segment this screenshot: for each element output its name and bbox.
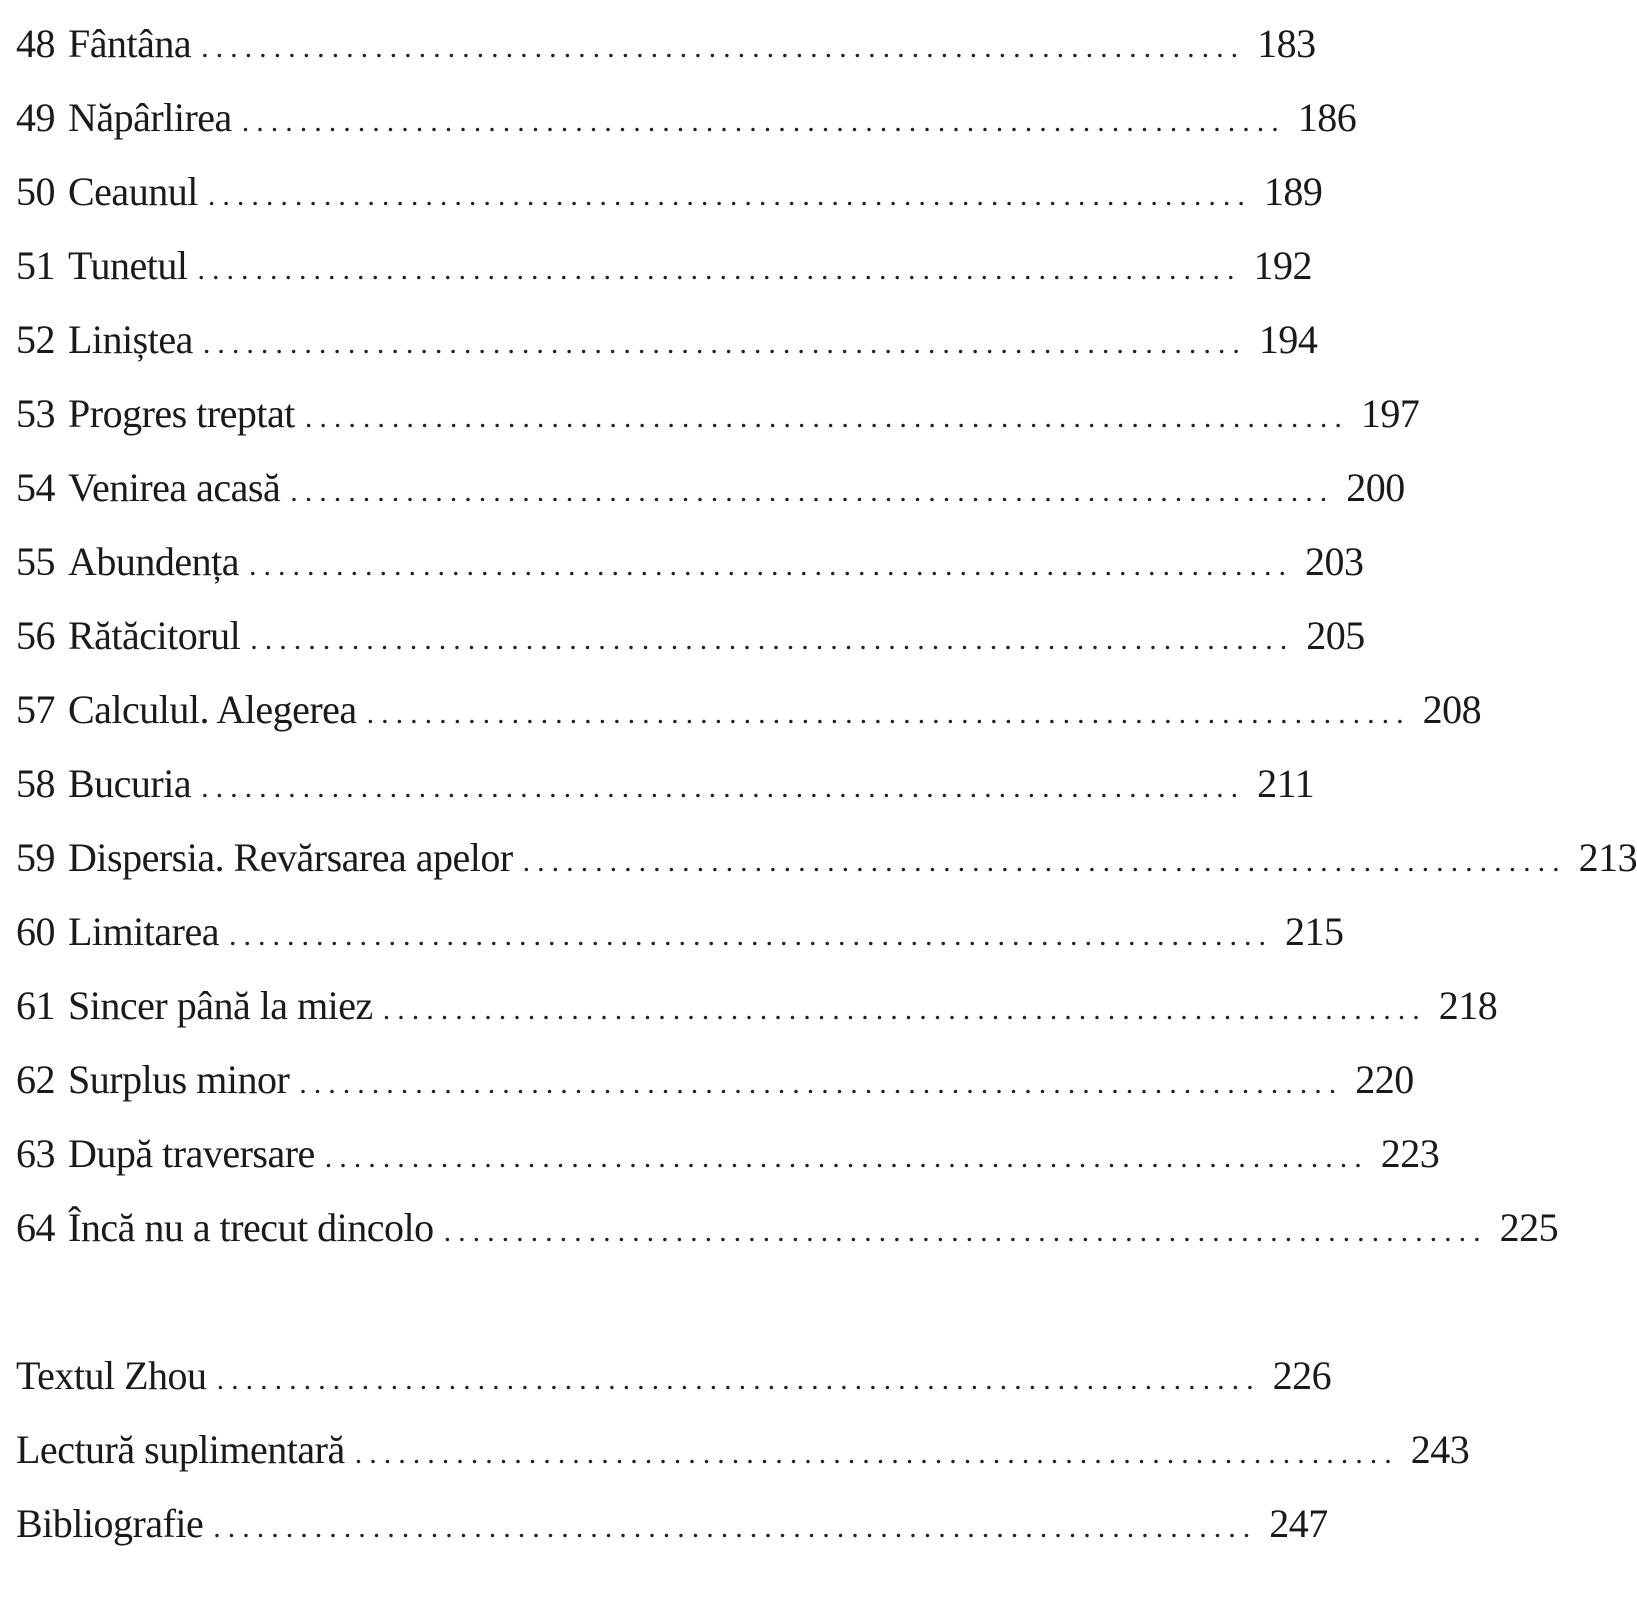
- page-number: 189: [1263, 169, 1323, 214]
- chapter-number: 57: [16, 687, 55, 732]
- section-title: Bibliografie: [16, 1501, 204, 1546]
- toc-entry-50[interactable]: [16, 162, 1323, 222]
- section-title: Lectură suplimentară: [16, 1427, 345, 1472]
- page-number: 205: [1306, 613, 1365, 658]
- page-number: 225: [1499, 1205, 1559, 1250]
- dot-leader: ........................................................................: [299, 1067, 1344, 1100]
- chapter-title: Rătăcitorul: [68, 613, 241, 658]
- chapter-title: Surplus minor: [68, 1057, 290, 1102]
- dot-leader: ........................................................................: [366, 697, 1411, 730]
- chapter-title: Liniștea: [68, 317, 193, 362]
- toc-entry-53[interactable]: [16, 384, 1420, 444]
- page-number: 197: [1360, 391, 1420, 436]
- page-number: 200: [1346, 465, 1405, 510]
- chapter-number: 61: [16, 983, 55, 1028]
- toc-entry-textul-zhou[interactable]: [16, 1346, 1332, 1406]
- chapter-title: Năpârlirea: [68, 95, 232, 140]
- toc-entry-54[interactable]: [16, 458, 1405, 518]
- toc-entry-57[interactable]: [16, 680, 1482, 740]
- page-number: 192: [1253, 243, 1313, 288]
- chapter-number: 59: [16, 835, 55, 880]
- chapter-title: Venirea acasă: [68, 465, 281, 510]
- chapter-number: 56: [16, 613, 55, 658]
- page-number: 203: [1305, 539, 1364, 584]
- page-number: 226: [1272, 1353, 1332, 1398]
- page-number: 213: [1578, 835, 1637, 880]
- dot-leader: ........................................................................: [201, 771, 1246, 804]
- dot-leader: ........................................................................: [249, 549, 1294, 582]
- dot-leader: ........................................................................: [213, 1511, 1258, 1544]
- chapter-title: Ceaunul: [68, 169, 198, 214]
- page-number: 218: [1438, 983, 1498, 1028]
- dot-leader: ........................................................................: [241, 105, 1286, 138]
- toc-entry-52[interactable]: [16, 310, 1318, 370]
- chapter-title: Sincer până la miez: [68, 983, 373, 1028]
- toc-entry-55[interactable]: [16, 532, 1364, 592]
- dot-leader: ........................................................................: [324, 1141, 1369, 1174]
- toc-entry-60[interactable]: [16, 902, 1344, 962]
- chapter-title: Tunetul: [68, 243, 188, 288]
- dot-leader: ........................................................................: [522, 845, 1567, 878]
- chapter-number: 55: [16, 539, 55, 584]
- chapter-number: 62: [16, 1057, 55, 1102]
- chapter-number: 51: [16, 243, 55, 288]
- page-number: 220: [1355, 1057, 1414, 1102]
- dot-leader: ........................................................................: [354, 1437, 1399, 1470]
- chapter-number: 60: [16, 909, 55, 954]
- dot-leader: ........................................................................: [250, 623, 1295, 656]
- toc-entry-62[interactable]: [16, 1050, 1414, 1110]
- dot-leader: ........................................................................: [207, 179, 1252, 212]
- chapter-number: 52: [16, 317, 55, 362]
- page-number: 211: [1257, 761, 1315, 806]
- chapter-number: 48: [16, 21, 55, 66]
- chapter-title: După traversare: [68, 1131, 315, 1176]
- chapter-title: Bucuria: [68, 761, 192, 806]
- toc-entry-lectura-suplimentara[interactable]: [16, 1420, 1470, 1480]
- chapter-title: Abundența: [68, 539, 240, 584]
- chapter-title: Calculul. Alegerea: [68, 687, 357, 732]
- page-number: 186: [1297, 95, 1357, 140]
- chapter-number: 54: [16, 465, 55, 510]
- chapter-title: Limitarea: [68, 909, 219, 954]
- toc-entry-61[interactable]: [16, 976, 1498, 1036]
- section-title: Textul Zhou: [16, 1353, 207, 1398]
- toc-entry-59[interactable]: [16, 828, 1637, 888]
- chapter-number: 64: [16, 1205, 55, 1250]
- toc-entry-56[interactable]: [16, 606, 1365, 666]
- dot-leader: ........................................................................: [290, 475, 1335, 508]
- chapter-number: 50: [16, 169, 55, 214]
- dot-leader: ........................................................................: [216, 1363, 1261, 1396]
- toc-entry-bibliografie[interactable]: [16, 1494, 1328, 1554]
- toc-entry-49[interactable]: [16, 88, 1357, 148]
- dot-leader: ........................................................................: [443, 1215, 1488, 1248]
- chapter-number: 58: [16, 761, 55, 806]
- chapter-title: Progres treptat: [68, 391, 295, 436]
- page-number: 247: [1269, 1501, 1328, 1546]
- toc-entry-63[interactable]: [16, 1124, 1440, 1184]
- toc-entry-51[interactable]: [16, 236, 1313, 296]
- page-number: 223: [1380, 1131, 1440, 1176]
- chapter-number: 49: [16, 95, 55, 140]
- chapter-number: 63: [16, 1131, 55, 1176]
- page-number: 208: [1422, 687, 1482, 732]
- toc-entry-58[interactable]: [16, 754, 1315, 814]
- dot-leader: ........................................................................: [202, 327, 1247, 360]
- dot-leader: ........................................................................: [197, 253, 1242, 286]
- chapter-number: 53: [16, 391, 55, 436]
- toc-entry-64[interactable]: [16, 1198, 1559, 1258]
- dot-leader: ........................................................................: [228, 919, 1273, 952]
- toc-entry-48[interactable]: [16, 14, 1316, 74]
- page-number: 183: [1257, 21, 1316, 66]
- page-number: 215: [1284, 909, 1344, 954]
- dot-leader: ........................................................................: [304, 401, 1349, 434]
- page-number: 243: [1410, 1427, 1470, 1472]
- dot-leader: ........................................................................: [382, 993, 1427, 1026]
- chapter-title: Dispersia. Revărsarea apelor: [68, 835, 513, 880]
- dot-leader: ........................................................................: [201, 31, 1246, 64]
- chapter-title: Încă nu a trecut dincolo: [68, 1205, 434, 1250]
- chapter-title: Fântâna: [68, 21, 192, 66]
- page-number: 194: [1258, 317, 1318, 362]
